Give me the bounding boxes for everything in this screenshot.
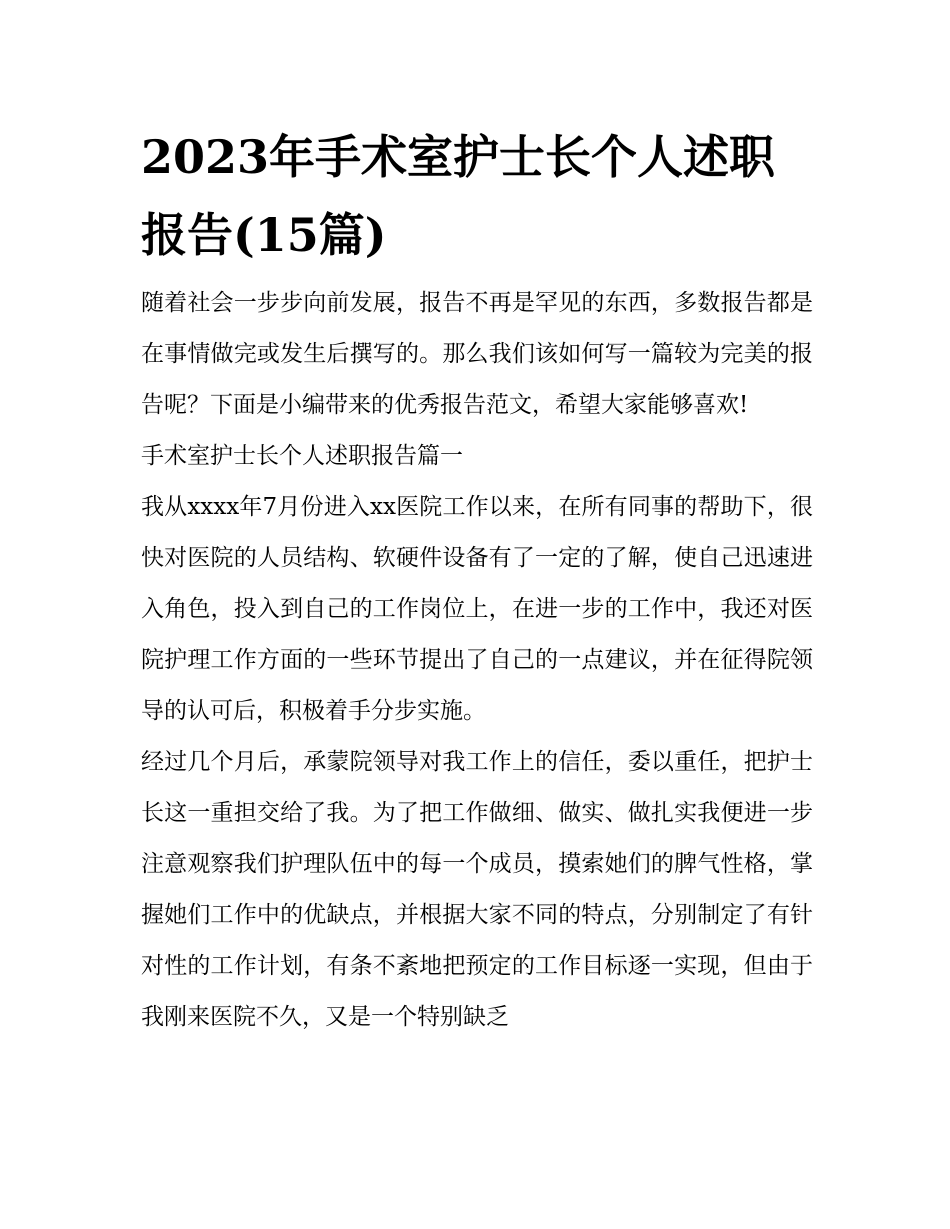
section-heading: 手术室护士长个人述职报告篇一 [141,443,463,469]
body-paragraph-1: 我从xxxx年7月份进入xx医院工作以来，在所有同事的帮助下，很快对医院的人员结构、软硬件设备有了一定的了解，使自己迅速进入角色，投入到自己的工作岗位上，在进一步的工作中，我还对医院护理工作方面的一些环节提出了自己的一点建议，并在征得院领导的认可后，积极着手分步实施。 [141,494,813,724]
document-body [141,118,813,1043]
body-paragraph-2: 经过几个月后，承蒙院领导对我工作上的信任，委以重任，把护士长这一重担交给了我。为了把工作做细、做实、做扎实我便进一步注意观察我们护理队伍中的每一个成员，摸索她们的脾气性格，掌握她们工作中的优缺点，并根据大家不同的特点，分别制定了有针对性的工作计划，有条不紊地把预定的工作目标逐一实现，但由于我刚来医院不久，又是一个特别缺乏 [141,749,813,1030]
intro-paragraph: 随着社会一步步向前发展，报告不再是罕见的东西，多数报告都是在事情做完或发生后撰写的。那么我们该如何写一篇较为完美的报告呢？下面是小编带来的优秀报告范文，希望大家能够喜欢! [141,290,813,418]
document-title: 2023年手术室护士长个人述职报告(15篇) [141,130,776,262]
